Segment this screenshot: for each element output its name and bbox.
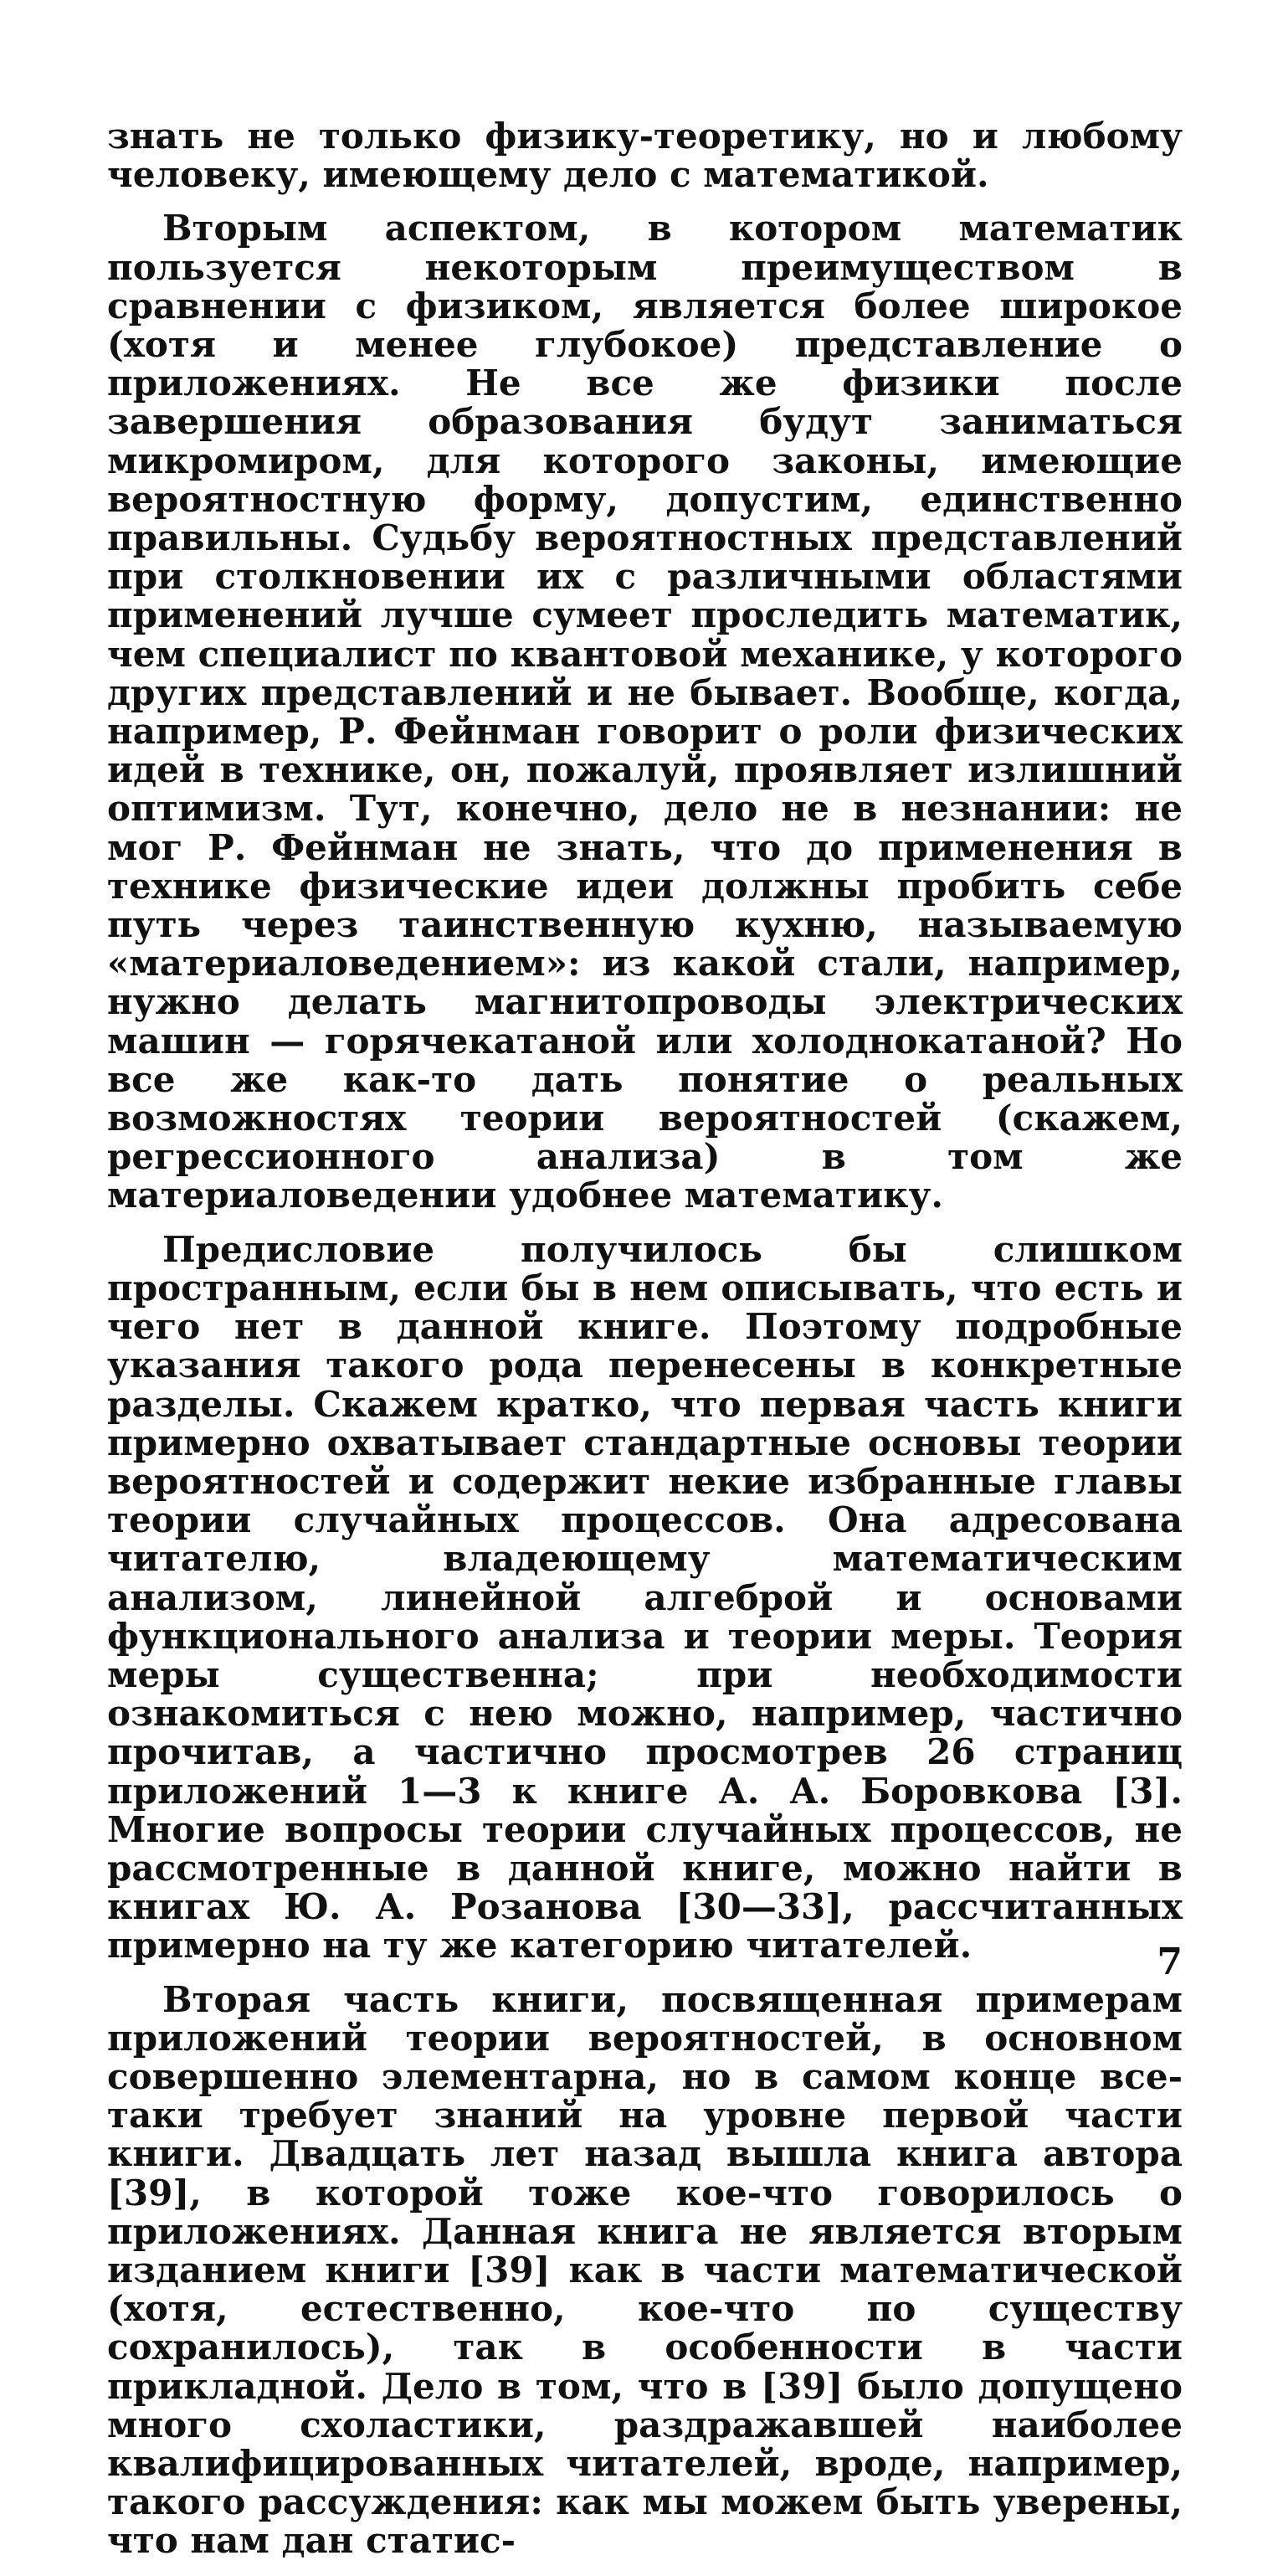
paragraph-second-part: Вторая часть книги, посвященная примерам приложений теории вероятностей, в основном совершенно элементарна, но в самом конце все-таки требует знаний на уровне первой части книги. Двадцать лет назад вышла книга автора [39], в которой тоже кое-что говорилось о приложениях. Данная книга не является вторым изданием книги [39] как в части математической (хотя, естественно, кое-что по существу сохранилось), так в особенности в части прикладной. Дело в том, что в [39] было допущено много схоластики, раздражавшей наиболее квалифицированных читателей, вроде, например, такого рассуждения: как мы можем быть уверены, что нам дан статис- [107,1978,1183,2562]
paragraph-preface-scope: Предисловие получилось бы слишком пространным, если бы в нем описывать, что есть и чего нет в данной книге. Поэтому подробные указания такого рода перенесены в конкретные разделы. Скажем кратко, что первая часть книги примерно охватывает стандартные основы теории вероятностей и содержит некие избранные главы теории случайных процессов. Она адресована читателю, владеющему математическим анализом, линейной алгеброй и основами функционального анализа и теории меры. Теория меры существенна; при необходимости ознакомиться с нею можно, например, частично прочитав, а частично просмотрев 26 страниц приложений 1—3 к книге А. А. Боровкова [3]. Многие вопросы теории случайных процессов, не рассмотренные в данной книге, можно найти в книгах Ю. А. Розанова [30—33], рассчитанных примерно на ту же категорию читателей. [107,1228,1183,1967]
page-body [107,117,1183,2576]
page-number: 7 [1157,1941,1183,1983]
paragraph-continued: знать не только физику-теоретику, но и любому человеку, имеющему дело с математикой. [107,116,1183,196]
paragraph-math-aspect: Вторым аспектом, в котором математик пользуется некоторым преимуществом в сравнении с физиком, является более широкое (хотя и менее глубокое) представление о приложениях. Не все же физики после завершения образования будут заниматься микромиром, для которого законы, имеющие вероятностную форму, допустим, единственно правильны. Судьбу вероятностных представлений при столкновении их с различными областями применений лучше сумеет проследить математик, чем специалист по квантовой механике, у которого других представлений и не бывает. Вообще, когда, например, Р. Фейнман говорит о роли физических идей в технике, он, пожалуй, проявляет излишний оптимизм. Тут, конечно, дело не в незнании: не мог Р. Фейнман не знать, что до применения в технике физические идеи должны пробить себе путь через таинственную кухню, называемую «материаловедением»: из какой стали, например, нужно делать магнитопроводы электрических машин — горячекатаной или холоднокатаной? Но все же как-то дать понятие о реальных возможностях теории вероятностей (скажем, регрессионного анализа) в том же материаловедении удобнее математику. [107,208,1183,1216]
